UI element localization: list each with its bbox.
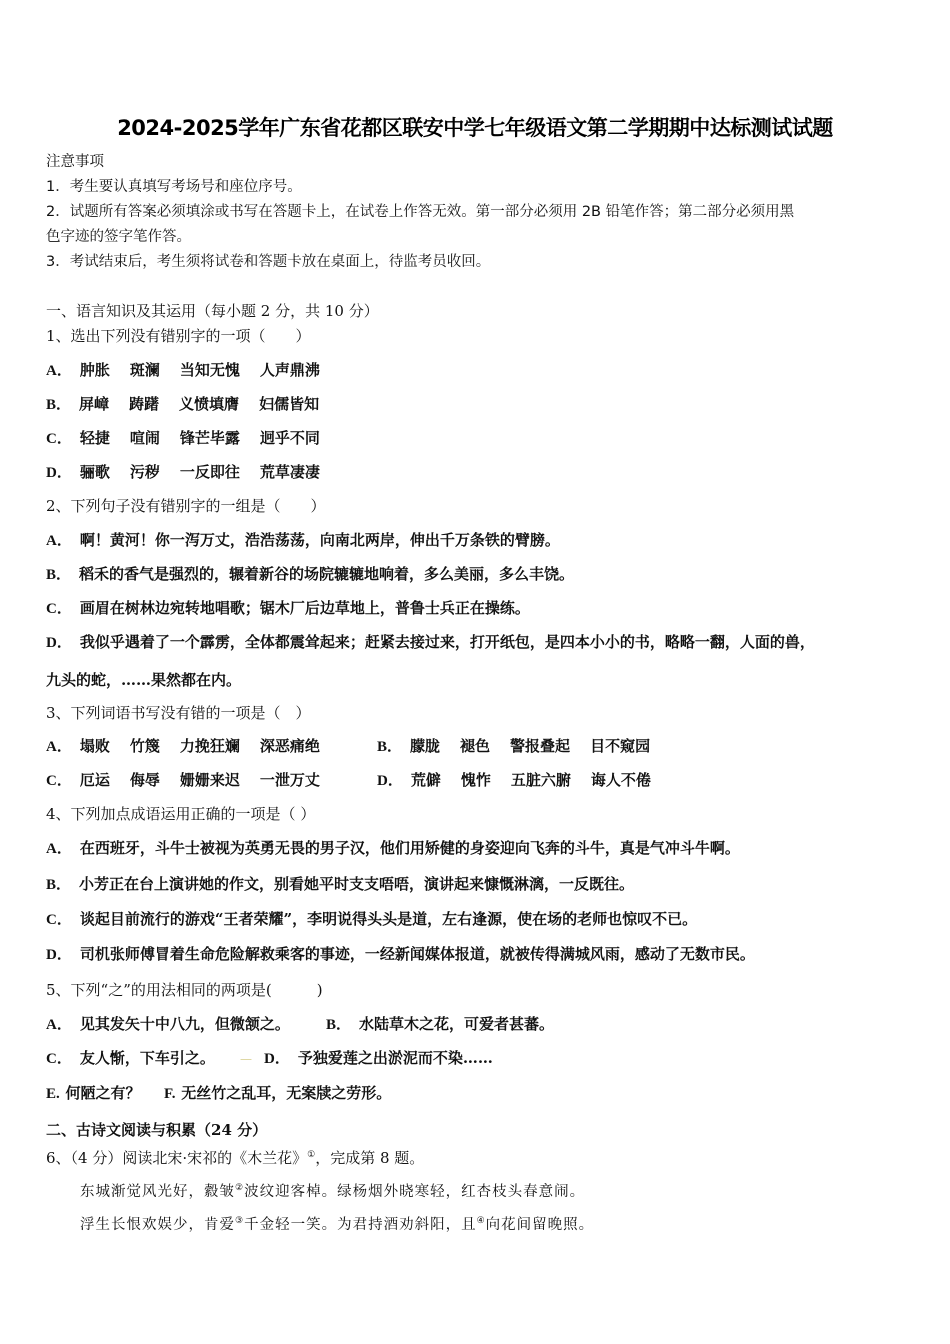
q5-stem: 5、下列“之”的用法相同的两项是( ) (46, 981, 323, 999)
q2-option-b: B． 稻禾的香气是强烈的，辗着新谷的场院辘辘地响着，多么美丽，多么丰饶。 (46, 565, 575, 583)
notice-heading: 注意事项 (46, 154, 104, 170)
q2-option-d-cont: 九头的蛇，……果然都在内。 (46, 671, 242, 689)
notice-item-1: 1．考生要认真填写考场号和座位序号。 (46, 179, 302, 195)
q5-option-f: F. 无丝竹之乱耳，无案牍之劳形。 (164, 1084, 392, 1102)
q1-option-b: B． 屏嶂 踌躇 义愤填膺 妇儒皆知 (46, 395, 320, 413)
q2-option-d: D． 我似乎遇着了一个霹雳，全体都震耸起来；赶紧去接过来，打开纸包，是四本小小的书，略略一翻，人面的兽， (46, 633, 815, 651)
poem-line-2: 浮生长恨欢娱少，肯爱③千金轻一笑。为君持酒劝斜阳，且④向花间留晚照。 (80, 1216, 595, 1233)
q2-option-a: A． 啊！黄河！你一泻万丈，浩浩荡荡，向南北两岸，伸出千万条铁的臂膀。 (46, 531, 560, 549)
decorative-mark: — (240, 1052, 252, 1066)
q5-option-a: A． 见其发矢十中八九，但微颔之。 (46, 1015, 290, 1033)
q4-option-a: A． 在西班牙，斗牛士被视为英勇无畏的男子汉，他们用矫健的身姿迎向飞奔的斗牛，真是气冲斗牛啊。 (46, 839, 740, 857)
q1-option-c: C． 轻捷 喧闹 锋芒毕露 迥乎不同 (46, 429, 320, 447)
notice-item-3: 3．考试结束后，考生须将试卷和答题卡放在桌面上，待监考员收回。 (46, 254, 491, 270)
q5-option-e: E. 何陋之有？ (46, 1084, 141, 1102)
q1-stem: 1、选出下列没有错别字的一项（ ） (46, 327, 311, 345)
q4-stem: 4、下列加点成语运用正确的一项是（ ） (46, 805, 316, 823)
q3-option-c: C． 厄运 侮辱 姗姗来迟 一泄万丈 (46, 771, 320, 789)
q2-stem: 2、下列句子没有错别字的一组是（ ） (46, 497, 326, 515)
notice-item-2: 2．试题所有答案必须填涂或书写在答题卡上，在试卷上作答无效。第一部分必须用 2B 铅笔作答；第二部分必须用黑 (46, 204, 795, 220)
section-2-heading: 二、古诗文阅读与积累（24 分） (46, 1121, 268, 1139)
q2-option-c: C． 画眉在树林边宛转地唱歌；锯木厂后边草地上，普鲁士兵正在操练。 (46, 599, 530, 617)
q3-option-b: B． 朦胧 褪色 警报叠起 目不窥园 (377, 737, 651, 755)
q5-option-d: D． 予独爱莲之出淤泥而不染…… (264, 1049, 493, 1067)
q4-option-d: D． 司机张师傅冒着生命危险解救乘客的事迹，一经新闻媒体报道，就被传得满城风雨，感动了无数市民。 (46, 945, 755, 963)
q3-option-d: D． 荒僻 愧怍 五脏六腑 诲人不倦 (377, 771, 651, 789)
q5-option-c: C． 友人惭，下车引之。 (46, 1049, 215, 1067)
q5-option-b: B． 水陆草木之花，可爱者甚蕃。 (326, 1015, 555, 1033)
section-1-heading: 一、语言知识及其运用（每小题 2 分，共 10 分） (46, 302, 379, 320)
poem-line-1: 东城渐觉风光好，縠皱②波纹迎客棹。绿杨烟外晓寒轻，红杏枝头春意闹。 (80, 1183, 586, 1200)
notice-item-2-cont: 色字迹的签字笔作答。 (46, 229, 191, 245)
q4-option-b: B． 小芳正在台上演讲她的作文，别看她平时支支唔唔，演讲起来慷慨淋漓，一反既往。 (46, 875, 635, 893)
q4-option-c: C． 谈起目前流行的游戏“王者荣耀”，李明说得头头是道，左右逢源，使在场的老师也惊叹不已。 (46, 910, 698, 928)
q1-option-a: A． 肿胀 斑澜 当知无愧 人声鼎沸 (46, 361, 320, 379)
q1-option-d: D． 骊歌 污秽 一反即往 荒草凄凄 (46, 463, 320, 481)
q3-stem: 3、下列词语书写没有错的一项是（ ） (46, 704, 311, 722)
q3-option-a: A． 塌败 竹篾 力挽狂斓 深恶痛绝 (46, 737, 320, 755)
q6-stem: 6、（4 分）阅读北宋·宋祁的《木兰花》①，完成第 8 题。 (46, 1149, 425, 1167)
document-title: 2024-2025学年广东省花都区联安中学七年级语文第二学期期中达标测试试题 (117, 116, 833, 140)
